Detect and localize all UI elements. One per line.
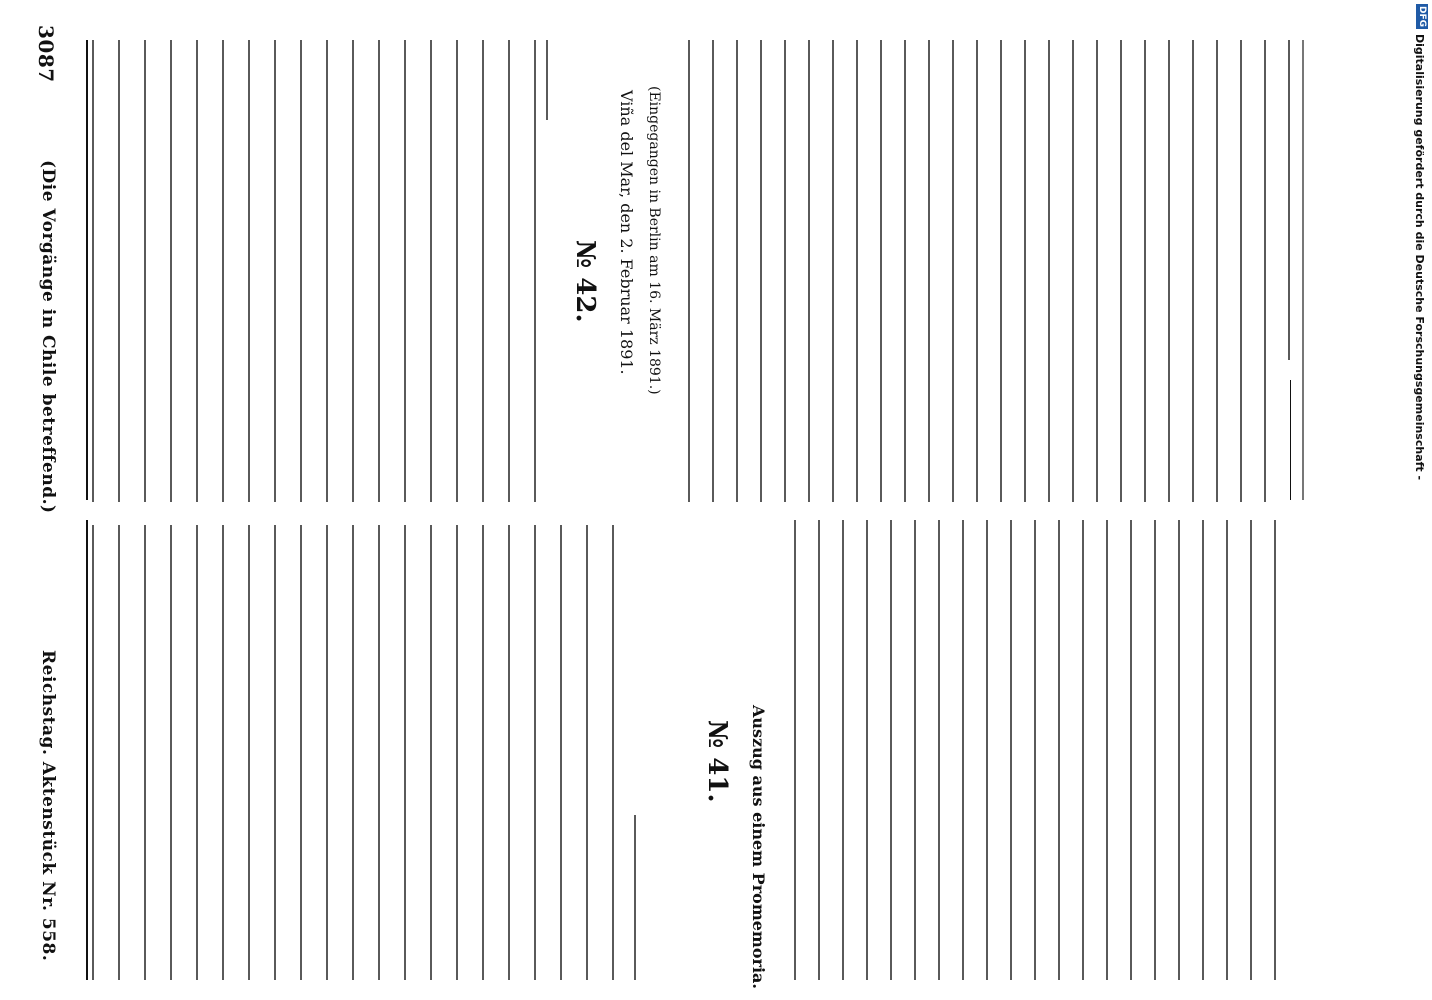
left-page-header: Reichstag. Aktenstück Nr. 558. [38,650,58,962]
right-text-block-top [88,40,548,502]
left-text-block-bottom [790,520,1290,980]
right-text-block-bottom [684,40,1304,502]
dfg-logo: DFG [1417,6,1427,28]
left-text-block-top [88,525,636,980]
footnote-rule [1290,380,1291,500]
dateline-2: (Eingegangen in Berlin am 16. März 1891.) [646,86,662,395]
section-42-number: № 42. [570,240,600,323]
footnote-line [1300,40,1308,500]
right-page-header: (Die Vorgänge in Chile betreffend.) [38,160,58,514]
dateline-1: Viña del Mar, den 2. Februar 1891. [617,90,636,375]
right-page-number: 3087 [34,25,58,83]
section-41-title: Auszug aus einem Promemoria. [749,705,768,989]
section-41-number: № 41. [702,720,732,803]
side-imprint-text: Digitalisierung gefördert durch die Deutsche Forschungsgemeinschaft - [1413,34,1426,481]
